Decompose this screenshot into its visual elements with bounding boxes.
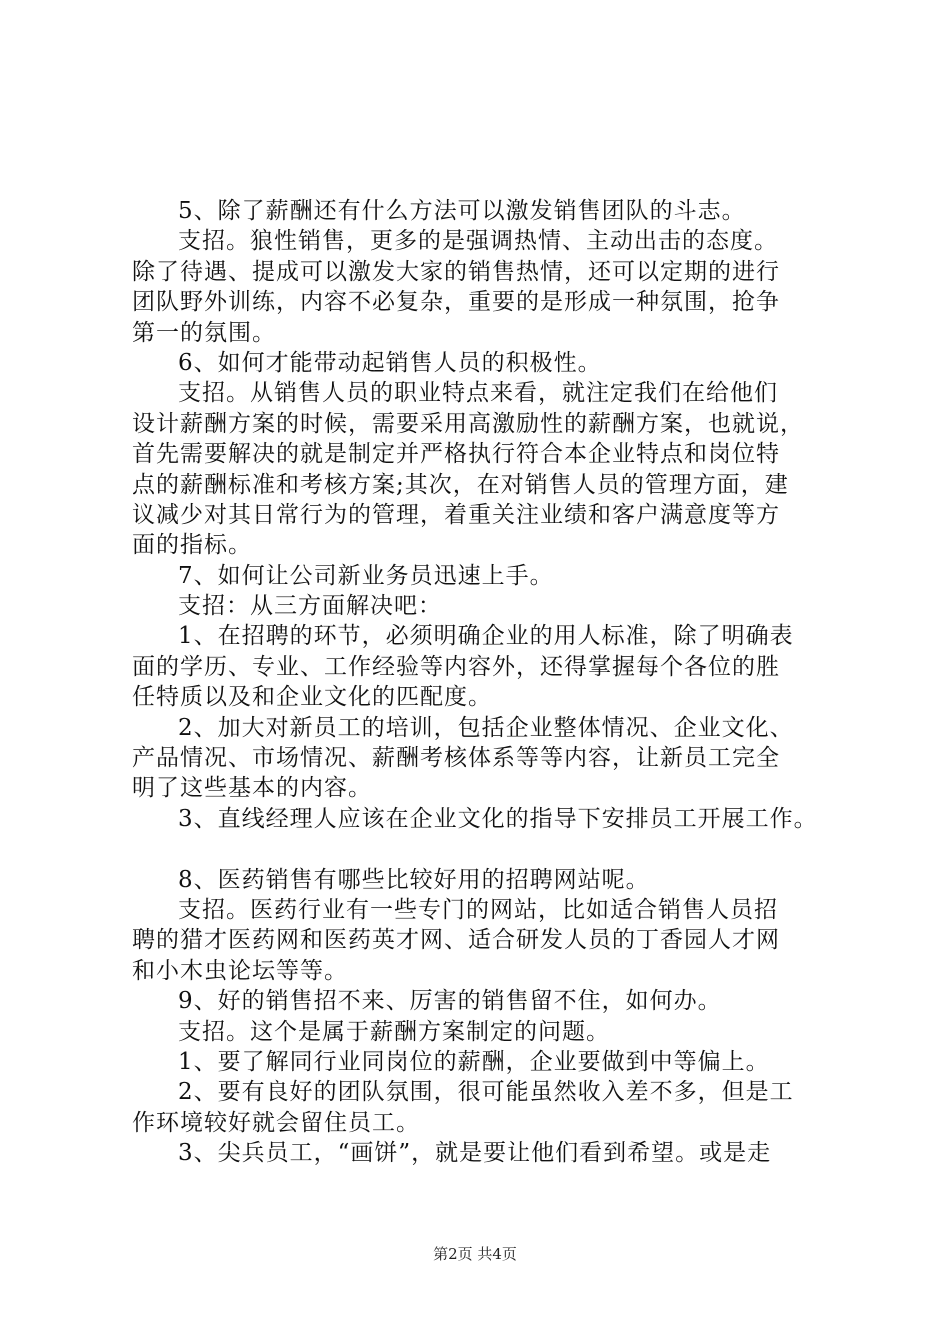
text-line: 和小木虫论坛等等。 [132, 957, 348, 984]
text-line: 设计薪酬方案的时候，需要采用高激励性的薪酬方案，也就说， [132, 410, 804, 437]
paragraph [132, 865, 852, 895]
paragraph [132, 713, 852, 804]
text-line: 5、除了薪酬还有什么方法可以激发销售团队的斗志。 [178, 198, 746, 224]
text-line: 聘的猎才医药网和医药英才网、适合研发人员的丁香园人才网 [132, 927, 780, 954]
text-line: 1、在招聘的环节，必须明确企业的用人标准，除了明确表 [178, 623, 794, 650]
text-line: 首先需要解决的就是制定并严格执行符合本企业特点和岗位特 [132, 441, 780, 468]
text-line: 作环境较好就会留住员工。 [132, 1109, 420, 1136]
paragraph [132, 561, 852, 591]
text-line: 第一的氛围。 [132, 319, 276, 346]
text-line: 明了这些基本的内容。 [132, 775, 372, 802]
paragraph [132, 591, 852, 621]
document-body [132, 196, 852, 1169]
text-line: 支招。医药行业有一些专门的网站，比如适合销售人员招 [178, 896, 778, 923]
text-line: 任特质以及和企业文化的匹配度。 [132, 684, 492, 711]
text-line: 产品情况、市场情况、薪酬考核体系等等内容，让新员工完全 [132, 745, 780, 772]
paragraph [132, 196, 852, 226]
text-line: 议减少对其日常行为的管理，着重关注业绩和客户满意度等方 [132, 501, 780, 528]
text-line: 3、尖兵员工，“画饼”，就是要让他们看到希望。或是走 [178, 1140, 772, 1167]
text-line: 支招。这个是属于薪酬方案制定的问题。 [178, 1018, 610, 1045]
paragraph [132, 1077, 852, 1138]
text-line: 7、如何让公司新业务员迅速上手。 [178, 562, 554, 589]
paragraph [132, 1138, 852, 1168]
text-line: 除了待遇、提成可以激发大家的销售热情，还可以定期的进行 [132, 258, 780, 285]
page-number-label: 第2页 共4页 [433, 1245, 517, 1263]
text-line: 支招：从三方面解决吧： [178, 593, 442, 620]
text-line: 团队野外训练，内容不必复杂，重要的是形成一种氛围，抢争 [132, 289, 780, 316]
text-line: 面的学历、专业、工作经验等内容外，还得掌握每个各位的胜 [132, 653, 780, 680]
text-line: 支招。狼性销售，更多的是强调热情、主动出击的态度。 [178, 228, 778, 255]
paragraph [132, 986, 852, 1016]
paragraph [132, 895, 852, 986]
text-line: 2、要有良好的团队氛围，很可能虽然收入差不多，但是工 [178, 1079, 794, 1106]
text-line: 1、要了解同行业同岗位的薪酬，企业要做到中等偏上。 [178, 1048, 770, 1075]
text-line: 9、好的销售招不来、厉害的销售留不住，如何办。 [178, 988, 722, 1015]
paragraph [132, 226, 852, 348]
text-line: 支招。从销售人员的职业特点来看，就注定我们在给他们 [178, 380, 778, 407]
text-line: 点的薪酬标准和考核方案;其次，在对销售人员的管理方面，建 [132, 471, 789, 498]
text-line: 8、医药销售有哪些比较好用的招聘网站呢。 [178, 866, 650, 893]
text-line: 6、如何才能带动起销售人员的积极性。 [178, 349, 602, 376]
paragraph [132, 621, 852, 712]
blank-line [132, 834, 852, 864]
paragraph [132, 378, 852, 560]
page-footer [0, 1243, 950, 1264]
paragraph [132, 804, 852, 834]
text-line: 面的指标。 [132, 532, 252, 559]
text-line: 3、直线经理人应该在企业文化的指导下安排员工开展工作。 [178, 805, 818, 832]
paragraph [132, 1017, 852, 1047]
text-line: 2、加大对新员工的培训，包括企业整体情况、企业文化、 [178, 714, 794, 741]
paragraph [132, 348, 852, 378]
paragraph [132, 1047, 852, 1077]
